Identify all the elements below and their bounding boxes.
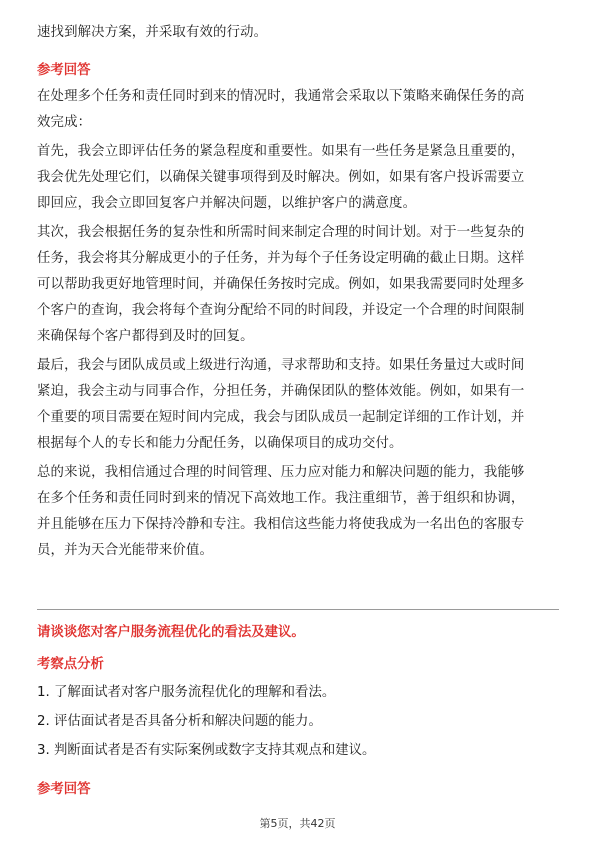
list-item: 1. 了解面试者对客户服务流程优化的理解和看法。 [37, 685, 336, 700]
paragraph-line: 个重要的项目需要在短时间内完成，我会与团队成员一起制定详细的工作计划，并 [37, 410, 525, 425]
paragraph-line: 即回应，我会立即回复客户并解决问题，以维护客户的满意度。 [37, 196, 417, 211]
paragraph-line: 在多个任务和责任同时到来的情况下高效地工作。我注重细节，善于组织和协调， [37, 491, 525, 506]
paragraph-line: 我会优先处理它们，以确保关键事项得到及时解决。例如，如果有客户投诉需要立 [37, 170, 525, 185]
paragraph-line: 员，并为天合光能带来价值。 [37, 543, 214, 558]
paragraph-line: 可以帮助我更好地管理时间，并确保任务按时完成。例如，如果我需要同时处理多 [37, 277, 525, 292]
paragraph-line: 任务，我会将其分解成更小的子任务，并为每个子任务设定明确的截止日期。这样 [37, 251, 525, 266]
top-fragment-text: 速找到解决方案，并采取有效的行动。 [37, 25, 268, 40]
paragraph-line: 首先，我会立即评估任务的紧急程度和重要性。如果有一些任务是紧急且重要的， [37, 144, 525, 159]
paragraph-line: 来确保每个客户都得到及时的回复。 [37, 329, 254, 344]
paragraph-line: 在处理多个任务和责任同时到来的情况时，我通常会采取以下策略来确保任务的高 [37, 89, 525, 104]
paragraph-line: 效完成： [37, 115, 92, 130]
answer-paragraph-second [37, 220, 559, 350]
paragraph-line: 最后，我会与团队成员或上级进行沟通，寻求帮助和支持。如果任务量过大或时间 [37, 358, 525, 373]
list-item: 3. 判断面试者是否有实际案例或数字支持其观点和建议。 [37, 743, 376, 758]
paragraph-line: 总的来说，我相信通过合理的时间管理、压力应对能力和解决问题的能力，我能够 [37, 465, 525, 480]
analysis-heading: 考察点分析 [37, 657, 104, 672]
list-item: 2. 评估面试者是否具备分析和解决问题的能力。 [37, 714, 322, 729]
answer-intro-paragraph [37, 84, 559, 136]
question-section-2 [37, 620, 559, 803]
answer-paragraph-summary [37, 460, 559, 564]
question-title: 请谈谈您对客户服务流程优化的看法及建议。 [37, 625, 305, 640]
reference-answer-heading: 参考回答 [37, 63, 91, 78]
paragraph-line: 其次，我会根据任务的复杂性和所需时间来制定合理的时间计划。对于一些复杂的 [37, 225, 525, 240]
section-divider [37, 609, 559, 610]
answer-paragraph-first [37, 139, 559, 217]
paragraph-line: 根据每个人的专长和能力分配任务，以确保项目的成功交付。 [37, 436, 403, 451]
page-number: 第5页，共42页 [259, 817, 336, 830]
answer-paragraph-third [37, 353, 559, 457]
reference-answer-heading: 参考回答 [37, 782, 91, 797]
answer-section-1 [37, 20, 559, 567]
paragraph-line: 个客户的查询，我会将每个查询分配给不同的时间段，并设定一个合理的时间限制 [37, 303, 525, 318]
paragraph-line: 并且能够在压力下保持冷静和专注。我相信这些能力将使我成为一名出色的客服专 [37, 517, 525, 532]
paragraph-line: 紧迫，我会主动与同事合作，分担任务，并确保团队的整体效能。例如，如果有一 [37, 384, 525, 399]
